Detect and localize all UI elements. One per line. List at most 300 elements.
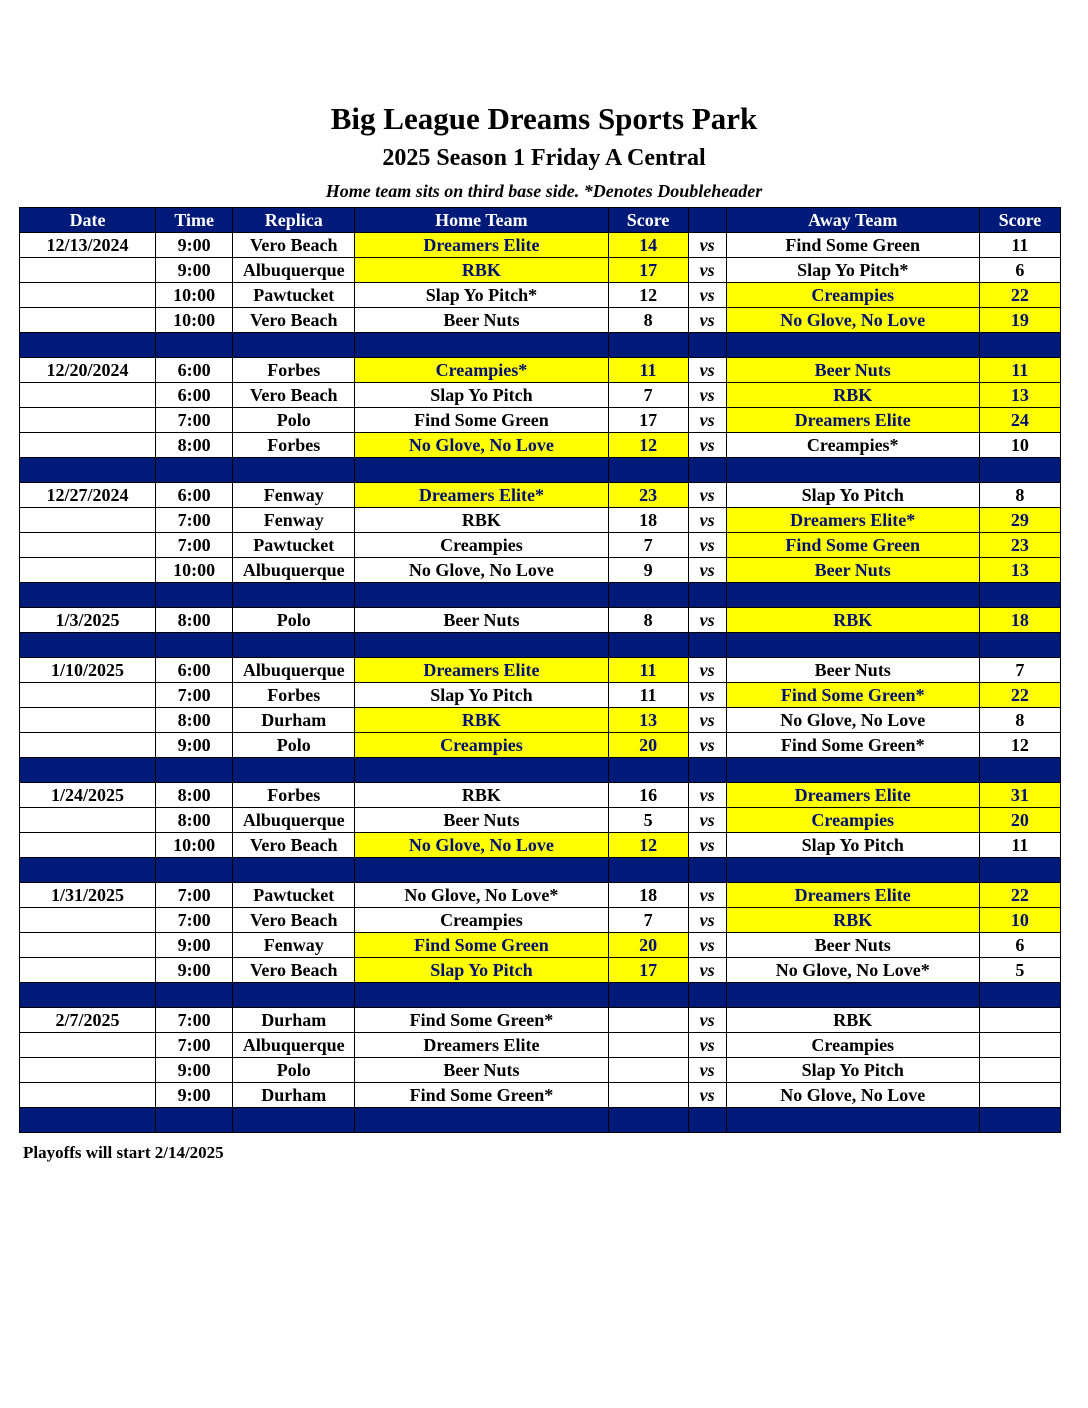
game-date	[20, 308, 156, 333]
game-time: 7:00	[156, 683, 233, 708]
game-replica: Vero Beach	[233, 233, 355, 258]
vs-label: vs	[688, 1008, 726, 1033]
game-replica: Albuquerque	[233, 808, 355, 833]
game-date: 1/3/2025	[20, 608, 156, 633]
separator-cell	[20, 983, 156, 1008]
game-date	[20, 958, 156, 983]
away-score: 6	[979, 933, 1060, 958]
game-time: 9:00	[156, 258, 233, 283]
game-time: 10:00	[156, 833, 233, 858]
home-team: No Glove, No Love*	[355, 883, 608, 908]
game-time: 9:00	[156, 1058, 233, 1083]
page-title: Big League Dreams Sports Park	[330, 101, 758, 136]
vs-label: vs	[688, 508, 726, 533]
game-replica: Albuquerque	[233, 258, 355, 283]
away-team: Slap Yo Pitch	[726, 833, 979, 858]
home-score: 11	[608, 358, 688, 383]
away-score: 18	[979, 608, 1060, 633]
home-team: RBK	[355, 708, 608, 733]
home-score	[608, 1083, 688, 1108]
separator-cell	[233, 758, 355, 783]
away-team: Beer Nuts	[726, 933, 979, 958]
game-date: 1/10/2025	[20, 658, 156, 683]
game-replica: Durham	[233, 708, 355, 733]
separator-cell	[726, 583, 979, 608]
table-row	[20, 708, 1061, 733]
separator-row	[20, 633, 1061, 658]
separator-cell	[156, 1108, 233, 1133]
away-team: Dreamers Elite	[726, 783, 979, 808]
vs-label: vs	[688, 883, 726, 908]
home-team: Find Some Green*	[355, 1008, 608, 1033]
game-date	[20, 1033, 156, 1058]
vs-label: vs	[688, 608, 726, 633]
away-team: Beer Nuts	[726, 658, 979, 683]
game-time: 8:00	[156, 808, 233, 833]
away-team: Creampies*	[726, 433, 979, 458]
game-date	[20, 708, 156, 733]
table-row	[20, 883, 1061, 908]
away-score: 11	[979, 358, 1060, 383]
separator-cell	[726, 758, 979, 783]
game-replica: Vero Beach	[233, 383, 355, 408]
home-team: No Glove, No Love	[355, 433, 608, 458]
vs-label: vs	[688, 533, 726, 558]
separator-cell	[20, 333, 156, 358]
away-score: 22	[979, 683, 1060, 708]
away-team: Creampies	[726, 808, 979, 833]
separator-cell	[355, 858, 608, 883]
separator-cell	[233, 983, 355, 1008]
vs-label: vs	[688, 933, 726, 958]
away-score: 22	[979, 883, 1060, 908]
table-row	[20, 408, 1061, 433]
home-team: Slap Yo Pitch*	[355, 283, 608, 308]
home-team: Creampies	[355, 908, 608, 933]
away-score: 11	[979, 833, 1060, 858]
away-score: 5	[979, 958, 1060, 983]
game-date: 12/27/2024	[20, 483, 156, 508]
away-team: Slap Yo Pitch	[726, 1058, 979, 1083]
separator-cell	[979, 458, 1060, 483]
home-score: 13	[608, 708, 688, 733]
home-team: Slap Yo Pitch	[355, 383, 608, 408]
game-time: 6:00	[156, 383, 233, 408]
separator-row	[20, 858, 1061, 883]
table-row	[20, 908, 1061, 933]
table-row	[20, 683, 1061, 708]
vs-label: vs	[688, 358, 726, 383]
game-date: 12/20/2024	[20, 358, 156, 383]
table-row	[20, 1058, 1061, 1083]
separator-row	[20, 983, 1061, 1008]
table-row	[20, 533, 1061, 558]
separator-cell	[20, 1108, 156, 1133]
separator-cell	[688, 1108, 726, 1133]
separator-cell	[355, 458, 608, 483]
game-date	[20, 533, 156, 558]
home-score: 7	[608, 533, 688, 558]
home-score: 12	[608, 433, 688, 458]
schedule-body	[20, 233, 1061, 1133]
away-team: No Glove, No Love	[726, 308, 979, 333]
game-replica: Albuquerque	[233, 658, 355, 683]
separator-cell	[20, 758, 156, 783]
game-time: 8:00	[156, 708, 233, 733]
game-date	[20, 408, 156, 433]
game-time: 7:00	[156, 508, 233, 533]
away-team: Slap Yo Pitch*	[726, 258, 979, 283]
game-replica: Polo	[233, 733, 355, 758]
separator-cell	[608, 633, 688, 658]
home-score: 5	[608, 808, 688, 833]
game-replica: Pawtucket	[233, 533, 355, 558]
table-row	[20, 1033, 1061, 1058]
away-team: RBK	[726, 908, 979, 933]
separator-cell	[233, 333, 355, 358]
game-time: 10:00	[156, 308, 233, 333]
separator-cell	[156, 758, 233, 783]
away-team: RBK	[726, 608, 979, 633]
vs-label: vs	[688, 283, 726, 308]
home-team: Find Some Green	[355, 408, 608, 433]
separator-row	[20, 583, 1061, 608]
game-date	[20, 833, 156, 858]
away-team: Find Some Green*	[726, 683, 979, 708]
separator-cell	[726, 458, 979, 483]
separator-cell	[233, 1108, 355, 1133]
away-team: RBK	[726, 1008, 979, 1033]
away-score: 13	[979, 558, 1060, 583]
separator-cell	[156, 583, 233, 608]
game-date	[20, 558, 156, 583]
separator-cell	[608, 333, 688, 358]
game-replica: Fenway	[233, 508, 355, 533]
game-time: 7:00	[156, 408, 233, 433]
home-team: RBK	[355, 783, 608, 808]
home-team: Creampies	[355, 733, 608, 758]
vs-label: vs	[688, 558, 726, 583]
home-score	[608, 1008, 688, 1033]
table-row	[20, 233, 1061, 258]
separator-cell	[608, 458, 688, 483]
vs-label: vs	[688, 808, 726, 833]
home-team: Find Some Green*	[355, 1083, 608, 1108]
game-time: 10:00	[156, 283, 233, 308]
game-date	[20, 383, 156, 408]
away-score: 8	[979, 708, 1060, 733]
away-score: 11	[979, 233, 1060, 258]
table-row	[20, 283, 1061, 308]
home-team: Creampies*	[355, 358, 608, 383]
table-row	[20, 808, 1061, 833]
home-team: No Glove, No Love	[355, 558, 608, 583]
game-time: 6:00	[156, 358, 233, 383]
game-time: 8:00	[156, 783, 233, 808]
separator-cell	[608, 983, 688, 1008]
separator-cell	[979, 983, 1060, 1008]
vs-label: vs	[688, 483, 726, 508]
home-team: RBK	[355, 258, 608, 283]
away-team: Dreamers Elite	[726, 408, 979, 433]
separator-cell	[688, 333, 726, 358]
separator-cell	[355, 758, 608, 783]
away-score: 12	[979, 733, 1060, 758]
game-date: 2/7/2025	[20, 1008, 156, 1033]
vs-label: vs	[688, 733, 726, 758]
game-replica: Polo	[233, 408, 355, 433]
home-team: Beer Nuts	[355, 1058, 608, 1083]
home-team: Beer Nuts	[355, 308, 608, 333]
separator-cell	[979, 758, 1060, 783]
away-score	[979, 1058, 1060, 1083]
table-row	[20, 508, 1061, 533]
home-score: 11	[608, 683, 688, 708]
home-score: 16	[608, 783, 688, 808]
game-date	[20, 283, 156, 308]
away-score: 10	[979, 433, 1060, 458]
game-time: 7:00	[156, 533, 233, 558]
home-team: Slap Yo Pitch	[355, 958, 608, 983]
vs-label: vs	[688, 958, 726, 983]
separator-cell	[233, 633, 355, 658]
game-date: 12/13/2024	[20, 233, 156, 258]
separator-cell	[355, 583, 608, 608]
separator-cell	[20, 583, 156, 608]
game-replica: Polo	[233, 1058, 355, 1083]
home-score: 20	[608, 733, 688, 758]
home-score: 17	[608, 958, 688, 983]
game-date	[20, 433, 156, 458]
game-date: 1/24/2025	[20, 783, 156, 808]
table-row	[20, 433, 1061, 458]
home-team: RBK	[355, 508, 608, 533]
separator-cell	[20, 633, 156, 658]
home-team: Beer Nuts	[355, 608, 608, 633]
separator-cell	[608, 858, 688, 883]
game-date	[20, 683, 156, 708]
away-score: 6	[979, 258, 1060, 283]
separator-cell	[688, 858, 726, 883]
game-replica: Pawtucket	[233, 883, 355, 908]
game-date	[20, 733, 156, 758]
away-team: Dreamers Elite	[726, 883, 979, 908]
game-replica: Durham	[233, 1083, 355, 1108]
header-away-team: Away Team	[726, 208, 979, 233]
table-row	[20, 733, 1061, 758]
game-time: 9:00	[156, 933, 233, 958]
separator-cell	[156, 983, 233, 1008]
separator-cell	[20, 858, 156, 883]
separator-row	[20, 458, 1061, 483]
game-replica: Forbes	[233, 783, 355, 808]
game-date	[20, 258, 156, 283]
vs-label: vs	[688, 308, 726, 333]
header-away-score: Score	[979, 208, 1060, 233]
game-replica: Fenway	[233, 483, 355, 508]
vs-label: vs	[688, 708, 726, 733]
separator-cell	[355, 333, 608, 358]
home-score: 23	[608, 483, 688, 508]
vs-label: vs	[688, 383, 726, 408]
table-row	[20, 558, 1061, 583]
vs-label: vs	[688, 233, 726, 258]
game-date	[20, 1083, 156, 1108]
away-score: 20	[979, 808, 1060, 833]
game-date	[20, 508, 156, 533]
separator-cell	[688, 983, 726, 1008]
table-row	[20, 358, 1061, 383]
vs-label: vs	[688, 783, 726, 808]
separator-cell	[688, 583, 726, 608]
separator-cell	[608, 1108, 688, 1133]
home-score: 12	[608, 283, 688, 308]
playoffs-note: Playoffs will start 2/14/2025	[23, 1143, 224, 1162]
header-home-team: Home Team	[355, 208, 608, 233]
separator-cell	[355, 1108, 608, 1133]
away-team: Beer Nuts	[726, 558, 979, 583]
game-time: 7:00	[156, 1033, 233, 1058]
away-team: Dreamers Elite*	[726, 508, 979, 533]
away-score: 7	[979, 658, 1060, 683]
home-score: 14	[608, 233, 688, 258]
game-replica: Forbes	[233, 683, 355, 708]
separator-row	[20, 1108, 1061, 1133]
away-score	[979, 1008, 1060, 1033]
table-header-row	[20, 208, 1061, 233]
game-time: 8:00	[156, 608, 233, 633]
away-team: RBK	[726, 383, 979, 408]
header-vs	[688, 208, 726, 233]
header-replica: Replica	[233, 208, 355, 233]
away-team: Creampies	[726, 283, 979, 308]
home-score	[608, 1058, 688, 1083]
game-time: 9:00	[156, 733, 233, 758]
separator-cell	[726, 333, 979, 358]
separator-cell	[688, 458, 726, 483]
home-score: 17	[608, 258, 688, 283]
table-row	[20, 833, 1061, 858]
home-team: Dreamers Elite	[355, 658, 608, 683]
vs-label: vs	[688, 433, 726, 458]
game-date	[20, 933, 156, 958]
header-date: Date	[20, 208, 156, 233]
separator-cell	[608, 758, 688, 783]
game-replica: Forbes	[233, 358, 355, 383]
game-replica: Vero Beach	[233, 908, 355, 933]
separator-row	[20, 758, 1061, 783]
away-team: Creampies	[726, 1033, 979, 1058]
separator-cell	[979, 583, 1060, 608]
game-date	[20, 808, 156, 833]
separator-cell	[233, 583, 355, 608]
table-row	[20, 383, 1061, 408]
home-team: Beer Nuts	[355, 808, 608, 833]
table-row	[20, 933, 1061, 958]
home-score: 17	[608, 408, 688, 433]
away-team: Find Some Green*	[726, 733, 979, 758]
game-time: 9:00	[156, 233, 233, 258]
away-score: 24	[979, 408, 1060, 433]
game-replica: Vero Beach	[233, 833, 355, 858]
vs-label: vs	[688, 1058, 726, 1083]
away-team: Slap Yo Pitch	[726, 483, 979, 508]
table-row	[20, 1008, 1061, 1033]
vs-label: vs	[688, 658, 726, 683]
vs-label: vs	[688, 1083, 726, 1108]
away-score: 19	[979, 308, 1060, 333]
separator-cell	[156, 633, 233, 658]
home-team: Slap Yo Pitch	[355, 683, 608, 708]
page-subtitle: 2025 Season 1 Friday A Central	[382, 145, 706, 171]
table-row	[20, 658, 1061, 683]
home-team: Dreamers Elite	[355, 1033, 608, 1058]
game-date	[20, 1058, 156, 1083]
vs-label: vs	[688, 908, 726, 933]
away-score: 23	[979, 533, 1060, 558]
home-team: Dreamers Elite*	[355, 483, 608, 508]
away-score: 13	[979, 383, 1060, 408]
home-score: 8	[608, 608, 688, 633]
away-score	[979, 1083, 1060, 1108]
separator-cell	[608, 583, 688, 608]
table-row	[20, 258, 1061, 283]
separator-cell	[156, 458, 233, 483]
home-team: Creampies	[355, 533, 608, 558]
separator-cell	[979, 858, 1060, 883]
vs-label: vs	[688, 408, 726, 433]
home-team: No Glove, No Love	[355, 833, 608, 858]
game-replica: Vero Beach	[233, 308, 355, 333]
separator-cell	[979, 1108, 1060, 1133]
away-score: 29	[979, 508, 1060, 533]
game-replica: Vero Beach	[233, 958, 355, 983]
game-time: 8:00	[156, 433, 233, 458]
table-row	[20, 308, 1061, 333]
game-replica: Forbes	[233, 433, 355, 458]
separator-cell	[156, 333, 233, 358]
separator-cell	[233, 858, 355, 883]
away-score: 22	[979, 283, 1060, 308]
away-team: No Glove, No Love	[726, 708, 979, 733]
doubleheader-note: Home team sits on third base side. *Denotes Doubleheader	[325, 181, 763, 201]
game-replica: Durham	[233, 1008, 355, 1033]
header-home-score: Score	[608, 208, 688, 233]
separator-row	[20, 333, 1061, 358]
table-row	[20, 958, 1061, 983]
game-replica: Pawtucket	[233, 283, 355, 308]
home-score: 12	[608, 833, 688, 858]
home-score: 9	[608, 558, 688, 583]
table-row	[20, 608, 1061, 633]
home-score: 8	[608, 308, 688, 333]
separator-cell	[979, 333, 1060, 358]
game-time: 6:00	[156, 658, 233, 683]
separator-cell	[233, 458, 355, 483]
home-score: 18	[608, 508, 688, 533]
away-team: Find Some Green	[726, 233, 979, 258]
separator-cell	[726, 858, 979, 883]
vs-label: vs	[688, 833, 726, 858]
game-time: 9:00	[156, 958, 233, 983]
game-time: 7:00	[156, 1008, 233, 1033]
away-score: 10	[979, 908, 1060, 933]
game-replica: Albuquerque	[233, 1033, 355, 1058]
vs-label: vs	[688, 683, 726, 708]
separator-cell	[156, 858, 233, 883]
away-score	[979, 1033, 1060, 1058]
home-score: 7	[608, 908, 688, 933]
